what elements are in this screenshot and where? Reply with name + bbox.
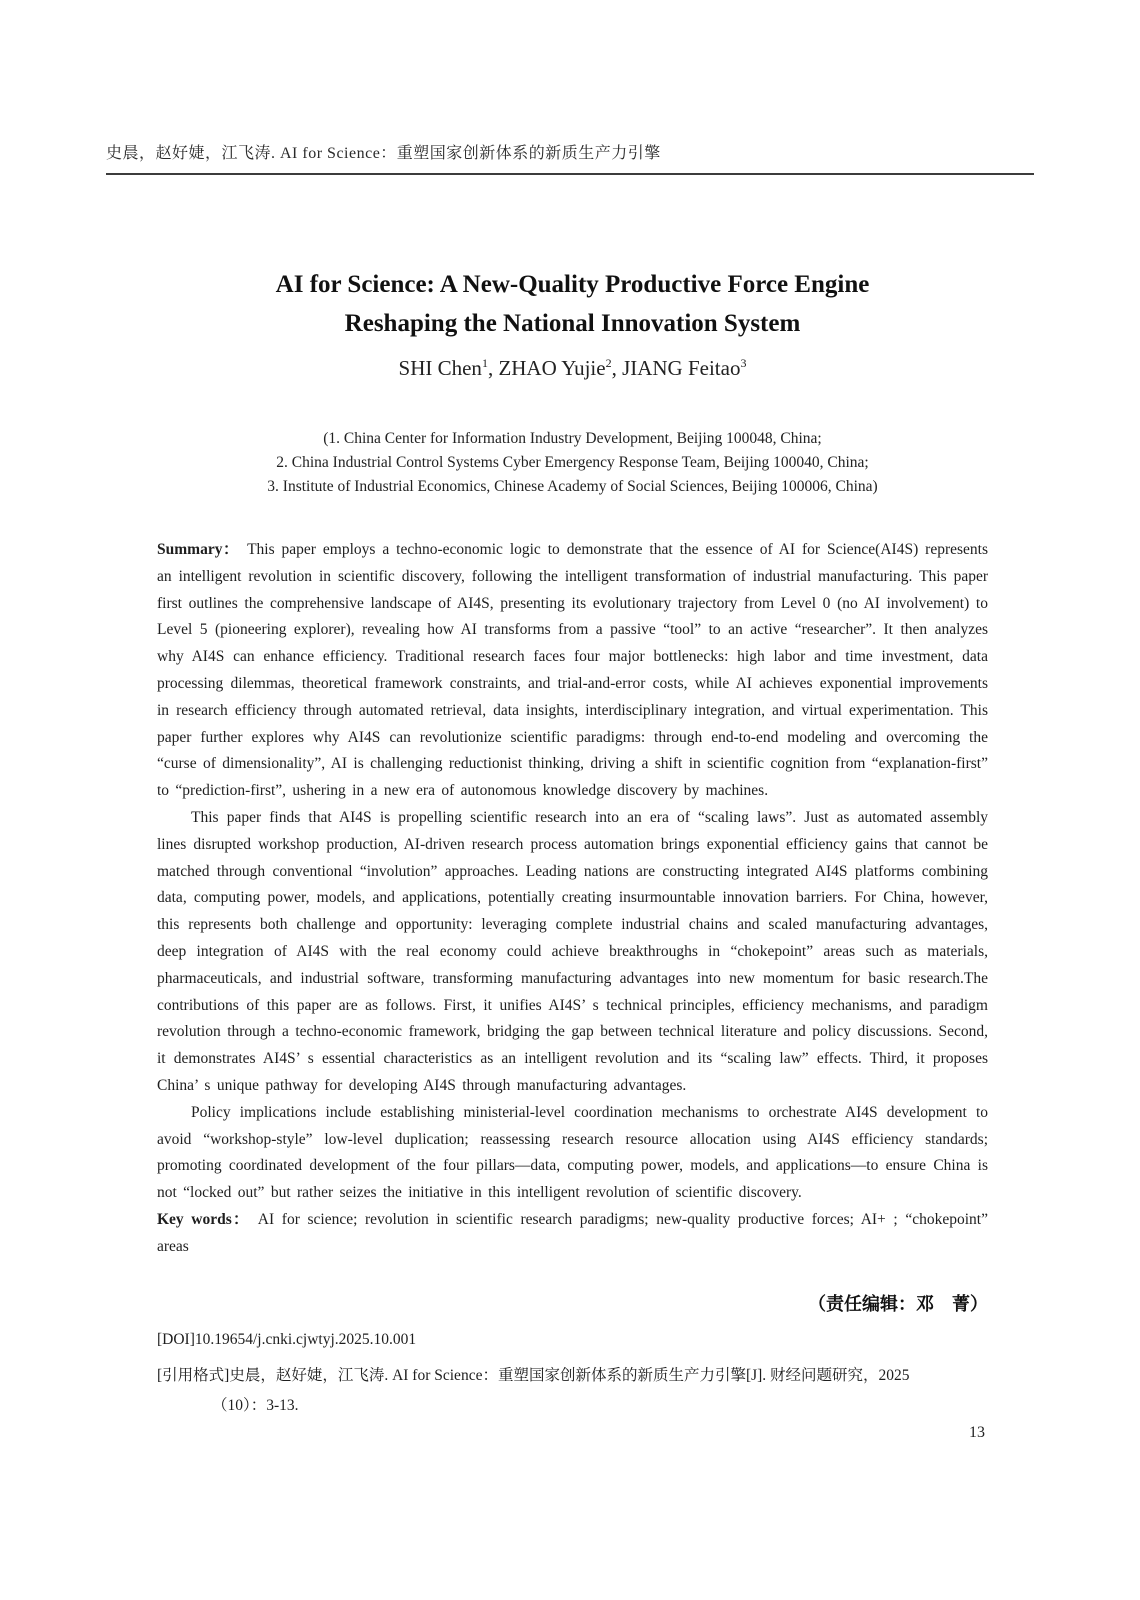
affiliation-line: 3. Institute of Industrial Economics, Chinese Academy of Social Sciences, Beijing 100006, China)	[267, 478, 878, 495]
affiliations-block	[157, 427, 988, 499]
affiliation-line: (1. China Center for Information Industry Development, Beijing 100048, China;	[323, 430, 822, 447]
summary-label: Summary：	[157, 541, 240, 558]
findings-paragraph: This paper finds that AI4S is propelling scientific research into an era of “scaling laws”. Just as automated assembly lines disrupted workshop production, AI-driven research process automation brings exponential efficiency gains that cannot be matched through conventional “involution” approaches. Leading nations are constructing integrated AI4S platforms combining data, computing power, models, and applications, potentially creating insurmountable innovation barriers. For China, however, this represents both challenge and opportunity: leveraging complete industrial chains and scaled manufacturing advantages, deep integration of AI4S with the real economy could achieve breakthroughs in “chokepoint” areas such as materials, pharmaceuticals, and industrial software, transforming manufacturing advantages into new momentum for basic research.The contributions of this paper are as follows. First, it unifies AI4S’ s technical principles, efficiency mechanisms, and paradigm revolution through a techno-economic framework, bridging the gap between technical literature and policy discussions. Second, it demonstrates AI4S’ s essential characteristics as an intelligent revolution and its “scaling law” effects. Third, it proposes China’ s unique pathway for developing AI4S through manufacturing advantages.	[157, 808, 988, 1094]
keywords-paragraph	[157, 1207, 988, 1261]
running-head: 史晨，赵好婕，江飞涛. AI for Science：重塑国家创新体系的新质生产力引擎	[106, 140, 1034, 175]
author-separator: ,	[487, 356, 499, 380]
affiliation-line: 2. China Industrial Control Systems Cyber Emergency Response Team, Beijing 100040, China;	[276, 454, 869, 471]
keywords-text: AI for science; revolution in scientific research paradigms; new-quality productive forces; AI+ ; “chokepoint” areas	[157, 1210, 988, 1255]
summary-paragraph	[157, 537, 988, 805]
article-title-line2: Reshaping the National Innovation System	[344, 309, 801, 337]
citation-line1: [引用格式]史晨，赵好婕，江飞涛. AI for Science：重塑国家创新体系的新质生产力引擎[J]. 财经问题研究，2025	[157, 1367, 910, 1384]
author-affil-marker: 3	[740, 356, 747, 370]
citation-line2: （10）：3-13.	[212, 1397, 299, 1414]
article-title	[157, 265, 988, 343]
citation-block	[157, 1361, 988, 1421]
author-affil-marker: 2	[605, 356, 612, 370]
author-name: ZHAO Yujie	[498, 356, 606, 380]
article-title-line1: AI for Science: A New-Quality Productive Force Engine	[275, 270, 870, 298]
author-name: SHI Chen	[398, 356, 482, 380]
keywords-label: Key words：	[157, 1210, 250, 1228]
author-separator: ,	[611, 356, 623, 380]
authors-line	[157, 356, 988, 381]
doi-line: [DOI]10.19654/j.cnki.cjwtyj.2025.10.001	[157, 1331, 417, 1348]
responsible-editor-note: （责任编辑：邓 菁）	[808, 1294, 988, 1314]
abstract-block	[157, 537, 988, 1261]
policy-paragraph: Policy implications include establishing ministerial-level coordination mechanisms to orchestrate AI4S development to avoid “workshop-style” low-level duplication; reassessing research resource allocation using AI4S efficiency standards; promoting coordinated development of the four pillars—data, computing power, models, and applications—to ensure China is not “locked out” but rather seizes the initiative in this intelligent revolution of scientific discovery.	[157, 1103, 988, 1202]
summary-text: This paper employs a techno-economic logic to demonstrate that the essence of AI for Science(AI4S) represents an intelligent revolution in scientific discovery, following the intelligent transformation of industrial manufacturing. This paper first outlines the comprehensive landscape of AI4S, presenting its evolutionary trajectory from Level 0 (no AI involvement) to Level 5 (pioneering explorer), revealing how AI transforms from a passive “tool” to an active “researcher”. It then analyzes why AI4S can enhance efficiency. Traditional research faces four major bottlenecks: high labor and time investment, data processing dilemmas, theoretical framework constraints, and trial-and-error costs, while AI achieves exponential improvements in research efficiency through automated retrieval, data insights, interdisciplinary integration, and virtual experimentation. This paper further explores why AI4S can revolutionize scientific paradigms: through end-to-end modeling and overcoming the “curse of dimensionality”, AI is challenging reductionist thinking, driving a shift in scientific cognition from “explanation-first” to “prediction-first”, ushering in a new era of autonomous knowledge discovery by machines.	[157, 541, 988, 800]
author-name: JIANG Feitao	[622, 356, 741, 380]
author-affil-marker: 1	[481, 356, 488, 370]
page-number: 13	[969, 1424, 985, 1441]
